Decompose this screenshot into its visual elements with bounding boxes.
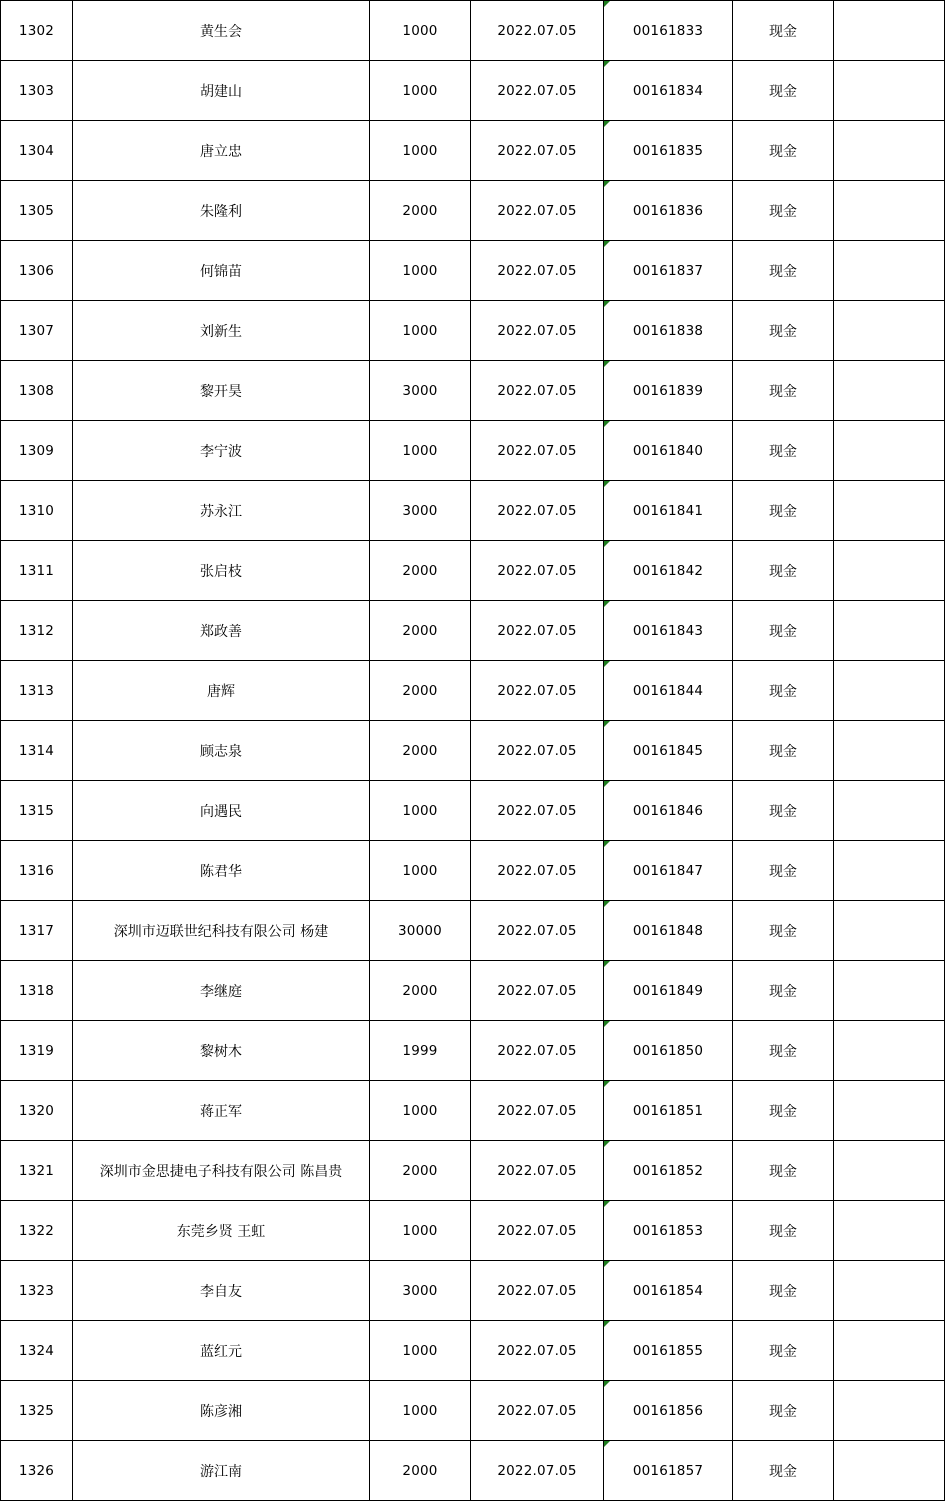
payment-method-cell: 现金 [733, 241, 834, 301]
date-cell: 2022.07.05 [471, 781, 604, 841]
table-row [1, 1201, 945, 1261]
date-cell: 2022.07.05 [471, 121, 604, 181]
note-cell [834, 1321, 945, 1381]
date-cell: 2022.07.05 [471, 241, 604, 301]
row-number-cell: 1318 [1, 961, 73, 1021]
payment-method-cell: 现金 [733, 1201, 834, 1261]
receipt-number-cell: 00161839 [604, 361, 733, 421]
row-number-cell: 1314 [1, 721, 73, 781]
receipt-number-cell: 00161836 [604, 181, 733, 241]
date-cell: 2022.07.05 [471, 1201, 604, 1261]
amount-cell: 2000 [370, 1141, 471, 1201]
row-number-cell: 1321 [1, 1141, 73, 1201]
row-number-cell: 1324 [1, 1321, 73, 1381]
date-cell: 2022.07.05 [471, 1261, 604, 1321]
date-cell: 2022.07.05 [471, 901, 604, 961]
amount-cell: 3000 [370, 1261, 471, 1321]
note-cell [834, 961, 945, 1021]
row-number-cell: 1325 [1, 1381, 73, 1441]
date-cell: 2022.07.05 [471, 1321, 604, 1381]
amount-cell: 1000 [370, 1201, 471, 1261]
row-number-cell: 1302 [1, 1, 73, 61]
amount-cell: 2000 [370, 1441, 471, 1501]
payment-method-cell: 现金 [733, 181, 834, 241]
donor-name-cell: 胡建山 [73, 61, 370, 121]
payment-method-cell: 现金 [733, 61, 834, 121]
date-cell: 2022.07.05 [471, 1021, 604, 1081]
donor-name-cell: 陈彦湘 [73, 1381, 370, 1441]
donor-name-cell: 蒋正军 [73, 1081, 370, 1141]
date-cell: 2022.07.05 [471, 961, 604, 1021]
amount-cell: 2000 [370, 661, 471, 721]
amount-cell: 1000 [370, 421, 471, 481]
table-row [1, 781, 945, 841]
donor-name-cell: 李宁波 [73, 421, 370, 481]
payment-method-cell: 现金 [733, 961, 834, 1021]
donor-name-cell: 李自友 [73, 1261, 370, 1321]
table-row [1, 961, 945, 1021]
row-number-cell: 1305 [1, 181, 73, 241]
receipt-number-cell: 00161843 [604, 601, 733, 661]
note-cell [834, 1141, 945, 1201]
table-row [1, 541, 945, 601]
note-cell [834, 1441, 945, 1501]
payment-method-cell: 现金 [733, 721, 834, 781]
date-cell: 2022.07.05 [471, 181, 604, 241]
note-cell [834, 841, 945, 901]
table-row [1, 841, 945, 901]
payment-method-cell: 现金 [733, 481, 834, 541]
table-row [1, 901, 945, 961]
payment-method-cell: 现金 [733, 901, 834, 961]
payment-method-cell: 现金 [733, 1081, 834, 1141]
date-cell: 2022.07.05 [471, 301, 604, 361]
date-cell: 2022.07.05 [471, 1141, 604, 1201]
date-cell: 2022.07.05 [471, 541, 604, 601]
receipt-number-cell: 00161833 [604, 1, 733, 61]
receipt-number-cell: 00161837 [604, 241, 733, 301]
date-cell: 2022.07.05 [471, 1441, 604, 1501]
table-row [1, 361, 945, 421]
date-cell: 2022.07.05 [471, 481, 604, 541]
table-row [1, 241, 945, 301]
row-number-cell: 1303 [1, 61, 73, 121]
donor-name-cell: 顾志泉 [73, 721, 370, 781]
donor-name-cell: 刘新生 [73, 301, 370, 361]
amount-cell: 2000 [370, 181, 471, 241]
note-cell [834, 1381, 945, 1441]
payment-method-cell: 现金 [733, 781, 834, 841]
receipt-number-cell: 00161852 [604, 1141, 733, 1201]
note-cell [834, 1021, 945, 1081]
table-row [1, 121, 945, 181]
table-row [1, 1141, 945, 1201]
date-cell: 2022.07.05 [471, 721, 604, 781]
note-cell [834, 721, 945, 781]
table-row [1, 601, 945, 661]
table-row [1, 1081, 945, 1141]
receipt-number-cell: 00161840 [604, 421, 733, 481]
payment-method-cell: 现金 [733, 361, 834, 421]
donor-name-cell: 黎开昊 [73, 361, 370, 421]
receipt-number-cell: 00161856 [604, 1381, 733, 1441]
row-number-cell: 1307 [1, 301, 73, 361]
receipt-number-cell: 00161844 [604, 661, 733, 721]
payment-method-cell: 现金 [733, 841, 834, 901]
amount-cell: 3000 [370, 481, 471, 541]
donor-name-cell: 游江南 [73, 1441, 370, 1501]
donor-name-cell: 唐辉 [73, 661, 370, 721]
donor-name-cell: 蓝红元 [73, 1321, 370, 1381]
payment-method-cell: 现金 [733, 301, 834, 361]
row-number-cell: 1323 [1, 1261, 73, 1321]
note-cell [834, 661, 945, 721]
amount-cell: 1000 [370, 1, 471, 61]
receipt-number-cell: 00161835 [604, 121, 733, 181]
date-cell: 2022.07.05 [471, 421, 604, 481]
row-number-cell: 1308 [1, 361, 73, 421]
donor-name-cell: 黄生会 [73, 1, 370, 61]
donor-name-cell: 黎树木 [73, 1021, 370, 1081]
table-row [1, 181, 945, 241]
amount-cell: 1000 [370, 841, 471, 901]
receipt-number-cell: 00161841 [604, 481, 733, 541]
payment-method-cell: 现金 [733, 1381, 834, 1441]
receipt-number-cell: 00161847 [604, 841, 733, 901]
row-number-cell: 1313 [1, 661, 73, 721]
table-row [1, 421, 945, 481]
amount-cell: 1000 [370, 1381, 471, 1441]
receipt-number-cell: 00161838 [604, 301, 733, 361]
note-cell [834, 421, 945, 481]
payment-method-cell: 现金 [733, 421, 834, 481]
receipt-number-cell: 00161850 [604, 1021, 733, 1081]
payment-method-cell: 现金 [733, 1321, 834, 1381]
donor-name-cell: 苏永江 [73, 481, 370, 541]
amount-cell: 1000 [370, 61, 471, 121]
amount-cell: 1000 [370, 1081, 471, 1141]
donor-name-cell: 朱隆利 [73, 181, 370, 241]
note-cell [834, 1201, 945, 1261]
note-cell [834, 481, 945, 541]
note-cell [834, 901, 945, 961]
payment-method-cell: 现金 [733, 1, 834, 61]
row-number-cell: 1309 [1, 421, 73, 481]
amount-cell: 2000 [370, 961, 471, 1021]
row-number-cell: 1311 [1, 541, 73, 601]
row-number-cell: 1312 [1, 601, 73, 661]
amount-cell: 1000 [370, 301, 471, 361]
donor-name-cell: 张启枝 [73, 541, 370, 601]
donor-name-cell: 深圳市迈联世纪科技有限公司 杨建 [73, 901, 370, 961]
payment-method-cell: 现金 [733, 1441, 834, 1501]
payment-method-cell: 现金 [733, 541, 834, 601]
receipt-number-cell: 00161851 [604, 1081, 733, 1141]
date-cell: 2022.07.05 [471, 841, 604, 901]
payment-method-cell: 现金 [733, 121, 834, 181]
donor-name-cell: 东莞乡贤 王虹 [73, 1201, 370, 1261]
amount-cell: 30000 [370, 901, 471, 961]
note-cell [834, 601, 945, 661]
donor-name-cell: 深圳市金思捷电子科技有限公司 陈昌贵 [73, 1141, 370, 1201]
note-cell [834, 241, 945, 301]
row-number-cell: 1320 [1, 1081, 73, 1141]
table-row [1, 1261, 945, 1321]
row-number-cell: 1306 [1, 241, 73, 301]
date-cell: 2022.07.05 [471, 601, 604, 661]
donor-name-cell: 唐立忠 [73, 121, 370, 181]
donor-name-cell: 陈君华 [73, 841, 370, 901]
date-cell: 2022.07.05 [471, 361, 604, 421]
table-row [1, 1021, 945, 1081]
amount-cell: 1000 [370, 781, 471, 841]
table-body [1, 1, 945, 1501]
receipt-number-cell: 00161845 [604, 721, 733, 781]
date-cell: 2022.07.05 [471, 1, 604, 61]
row-number-cell: 1322 [1, 1201, 73, 1261]
receipt-number-cell: 00161846 [604, 781, 733, 841]
receipt-number-cell: 00161853 [604, 1201, 733, 1261]
table-row [1, 301, 945, 361]
note-cell [834, 121, 945, 181]
table-row [1, 481, 945, 541]
amount-cell: 2000 [370, 721, 471, 781]
amount-cell: 1000 [370, 121, 471, 181]
amount-cell: 1999 [370, 1021, 471, 1081]
row-number-cell: 1304 [1, 121, 73, 181]
receipt-number-cell: 00161849 [604, 961, 733, 1021]
receipt-number-cell: 00161854 [604, 1261, 733, 1321]
payment-method-cell: 现金 [733, 1021, 834, 1081]
note-cell [834, 1261, 945, 1321]
table-row [1, 721, 945, 781]
payment-method-cell: 现金 [733, 661, 834, 721]
donor-name-cell: 向遇民 [73, 781, 370, 841]
date-cell: 2022.07.05 [471, 661, 604, 721]
receipt-number-cell: 00161834 [604, 61, 733, 121]
row-number-cell: 1317 [1, 901, 73, 961]
note-cell [834, 181, 945, 241]
payment-method-cell: 现金 [733, 1261, 834, 1321]
date-cell: 2022.07.05 [471, 61, 604, 121]
note-cell [834, 61, 945, 121]
amount-cell: 1000 [370, 241, 471, 301]
table-row [1, 1321, 945, 1381]
receipt-number-cell: 00161857 [604, 1441, 733, 1501]
receipt-number-cell: 00161842 [604, 541, 733, 601]
table-row [1, 661, 945, 721]
row-number-cell: 1315 [1, 781, 73, 841]
date-cell: 2022.07.05 [471, 1081, 604, 1141]
note-cell [834, 781, 945, 841]
donor-name-cell: 李继庭 [73, 961, 370, 1021]
table-row [1, 1381, 945, 1441]
row-number-cell: 1316 [1, 841, 73, 901]
amount-cell: 2000 [370, 541, 471, 601]
note-cell [834, 361, 945, 421]
note-cell [834, 1, 945, 61]
donor-name-cell: 郑政善 [73, 601, 370, 661]
amount-cell: 2000 [370, 601, 471, 661]
amount-cell: 3000 [370, 361, 471, 421]
donor-name-cell: 何锦苗 [73, 241, 370, 301]
date-cell: 2022.07.05 [471, 1381, 604, 1441]
table-row [1, 61, 945, 121]
receipt-number-cell: 00161855 [604, 1321, 733, 1381]
row-number-cell: 1319 [1, 1021, 73, 1081]
payment-method-cell: 现金 [733, 1141, 834, 1201]
payment-method-cell: 现金 [733, 601, 834, 661]
note-cell [834, 541, 945, 601]
row-number-cell: 1326 [1, 1441, 73, 1501]
row-number-cell: 1310 [1, 481, 73, 541]
receipt-number-cell: 00161848 [604, 901, 733, 961]
table-row [1, 1, 945, 61]
table-row [1, 1441, 945, 1501]
note-cell [834, 1081, 945, 1141]
note-cell [834, 301, 945, 361]
amount-cell: 1000 [370, 1321, 471, 1381]
